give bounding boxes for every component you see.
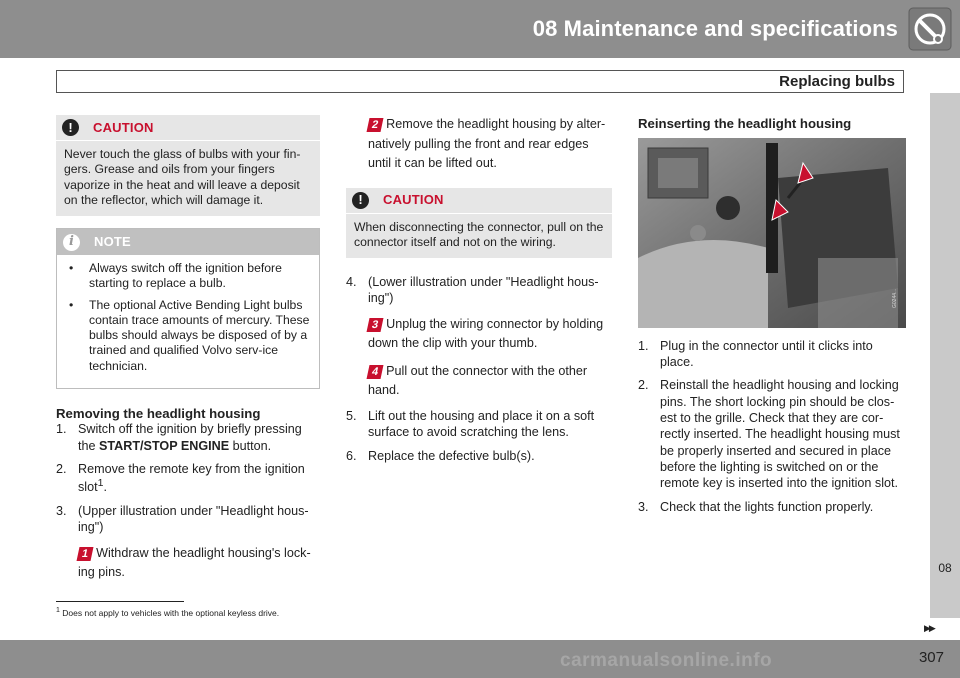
watermark: carmanualsonline.info <box>560 650 773 671</box>
footnote-ref: 1 <box>97 477 104 490</box>
caution-box <box>346 188 612 259</box>
step-badge: 3 <box>367 318 384 332</box>
caution-box <box>56 115 320 216</box>
step-text: Plug in the connector until it clicks into place. <box>660 338 873 369</box>
chapter-tab-number: 08 <box>938 561 952 575</box>
step-text: Replace the defective bulb(s). <box>368 448 535 463</box>
caution-title: CAUTION <box>383 192 444 208</box>
list-item: 4. (Lower illustration under "Headlight hous-ing") 3 Unplug the wiring connector by holding down the clip with your thumb. 4 Pull out the connector with the other hand. <box>346 274 612 401</box>
caution-title: CAUTION <box>93 119 154 135</box>
sub-step <box>368 362 612 401</box>
note-list <box>65 261 311 374</box>
list-item: • Always switch off the ignition before starting to replace a bulb. <box>65 261 311 292</box>
column-middle <box>346 115 612 471</box>
step-badge: 4 <box>367 365 384 379</box>
list-item: 2. Remove the remote key from the ignition slot$^1$. <box>56 461 305 495</box>
page-number: 307 <box>918 649 944 666</box>
sub-step <box>368 315 612 354</box>
footnote-number: 1 <box>56 607 60 614</box>
exclamation-icon: ! <box>62 119 79 136</box>
list-item: 1. Switch off the ignition by briefly pressing the START/STOP ENGINE button. <box>56 422 302 453</box>
list-item: • The optional Active Bending Light bulbs contain trace amounts of mercury. These bulbs should always be disposed of by a trained and qualified Volvo serv-ice technician. <box>65 298 311 374</box>
info-icon: i <box>63 234 80 251</box>
footnote-rule <box>56 601 184 602</box>
step-text: button. <box>229 438 272 453</box>
caution-header <box>56 115 320 141</box>
section-heading: Reinserting the headlight housing <box>638 116 852 131</box>
removing-steps <box>56 421 320 582</box>
list-item: 3. (Upper illustration under "Headlight hous-ing") 1 Withdraw the headlight housing's lock-ing pins. <box>56 503 320 583</box>
wrench-gear-icon <box>908 7 952 51</box>
section-title: Replacing bulbs <box>779 73 895 90</box>
section-title-bar <box>56 70 904 93</box>
step-text: . <box>103 480 107 495</box>
engine-bay-photo <box>638 138 906 328</box>
step-badge: 2 <box>367 118 384 132</box>
list-item: 3. Check that the lights function properly. <box>638 499 874 514</box>
exclamation-icon: ! <box>352 192 369 209</box>
list-item: 6. Replace the defective bulb(s). <box>346 448 535 463</box>
footnote <box>56 606 279 619</box>
removing-steps-continued <box>346 274 612 464</box>
chapter-title: 08 Maintenance and specifications <box>532 16 898 41</box>
sub-step <box>78 544 320 583</box>
caution-text: When disconnecting the connector, pull on the connector itself and not on the wiring. <box>354 219 604 249</box>
sub-step <box>346 115 612 174</box>
sub-step-text: Remove the headlight housing by alter-natively pulling the front and rear edges until it can be lifted out. <box>368 117 606 171</box>
sub-step-text: Unplug the wiring connector by holding down the clip with your thumb. <box>368 316 604 351</box>
section-heading: Removing the headlight housing <box>56 405 261 421</box>
image-code: G0244... <box>892 288 898 308</box>
footnote-text: Does not apply to vehicles with the optional keyless drive. <box>62 607 280 618</box>
step-text: Check that the lights function properly. <box>660 499 874 514</box>
step-text: Remove the remote key from the ignition slot <box>78 461 305 495</box>
step-text: Switch off the ignition by briefly pressing the <box>78 422 302 453</box>
column-left <box>56 115 320 590</box>
footer-band <box>0 640 960 678</box>
reinserting-steps <box>638 338 906 516</box>
column-right <box>638 115 906 522</box>
note-header <box>57 229 319 255</box>
step-text: (Upper illustration under "Headlight hous-ing") <box>78 503 309 535</box>
step-text: Reinstall the headlight housing and locking pins. The short locking pin should be clos-est to the grille. Check that they are cor-rectly inserted. The headlight housing must be properly inserted and secured in place before the lighting is switched on or the remote key is inserted into the ignition slot. <box>660 378 900 491</box>
sub-step-text: Withdraw the headlight housing's lock-ing pins. <box>78 545 311 580</box>
note-box <box>56 228 320 389</box>
step-text: Lift out the housing and place it on a soft surface to avoid scratching the lens. <box>368 408 595 440</box>
caution-header <box>346 188 612 214</box>
caution-text: Never touch the glass of bulbs with your fin-gers. Grease and oils from your fingers vaporize in the heat and will leave a deposit on the reflector, which will damage it. <box>64 147 301 207</box>
note-title: NOTE <box>94 234 131 250</box>
list-item: 2. Reinstall the headlight housing and locking pins. The short locking pin should be clos-est to the grille. Check that they are cor-rectly inserted. The headlight housing must be properly inserted and secured in place before the lighting is switched on or the remote key is inserted into the ignition slot. <box>638 378 900 491</box>
list-item: 5. Lift out the housing and place it on a soft surface to avoid scratching the lens. <box>346 408 595 440</box>
sub-step-text: Pull out the connector with the other hand. <box>368 363 588 398</box>
next-page-arrows-icon[interactable]: ▶▶ <box>924 623 934 633</box>
step-text: (Lower illustration under "Headlight hous-ing") <box>368 275 599 306</box>
button-name: START/STOP ENGINE <box>99 438 230 453</box>
list-item: 1. Plug in the connector until it clicks into place. <box>638 338 873 369</box>
chapter-side-tab <box>930 93 960 618</box>
step-badge: 1 <box>77 547 94 561</box>
